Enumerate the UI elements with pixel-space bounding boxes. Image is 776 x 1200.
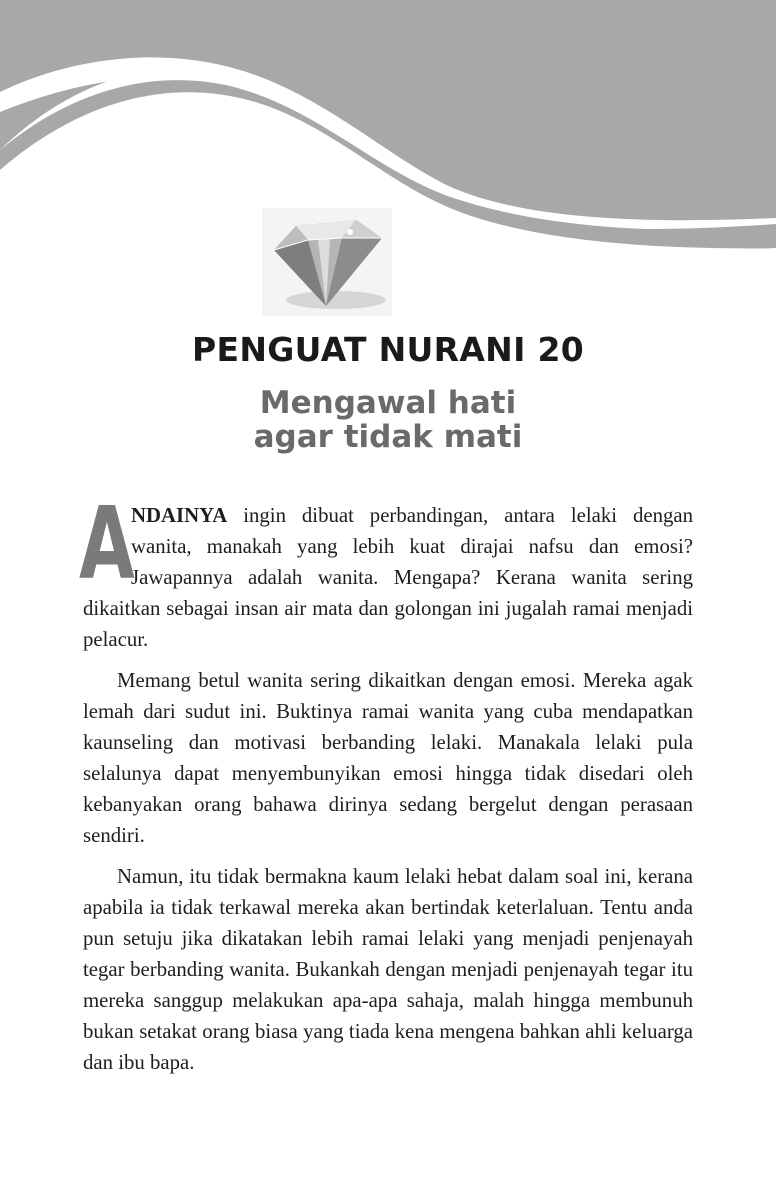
paragraph-1-text: ingin dibuat perbandingan, antara lelaki dengan wanita, manakah yang lebih kuat dirajai nafsu dan emosi? Jawapannya adalah wanita. Mengapa? Kerana wanita sering dikaitkan sebagai insan air mata dan golongan ini jugalah ramai menjadi pelacur.	[83, 504, 693, 651]
subtitle-line-2: agar tidak mati	[253, 419, 523, 455]
paragraph-1	[79, 485, 693, 655]
paragraph-2: Memang betul wanita sering dikaitkan dengan emosi. Mereka agak lemah dari sudut ini. Buktinya ramai wanita yang cuba mendapatkan kaunseling dan motivasi berbanding lelaki. Manakala lelaki pula selalunya dapat menyembunyikan emosi hingga tidak disedari oleh kebanyakan orang bahawa dirinya sedang bergelut dengan perasaan sendiri.	[83, 669, 693, 847]
body-text	[79, 485, 693, 1088]
paragraph-3: Namun, itu tidak bermakna kaum lelaki hebat dalam soal ini, kerana apabila ia tidak terkawal mereka akan bertindak keterlaluan. Tentu anda pun setuju jika dikatakan lebih ramai lelaki yang menjadi penjenayah tegar berbanding wanita. Bukankah dengan menjadi penjenayah tegar itu mereka sanggup melakukan apa-apa sahaja, malah hingga membunuh bukan setakat orang biasa yang tiada kena mengena bahkan ahli keluarga dan ibu bapa.	[83, 865, 693, 1074]
chapter-title: PENGUAT NURANI 20	[192, 330, 584, 369]
chapter-subtitle	[0, 386, 776, 454]
lead-word: NDAINYA	[131, 504, 228, 527]
diamond-icon	[262, 208, 392, 316]
subtitle-line-1: Mengawal hati	[259, 385, 517, 421]
drop-cap: A	[79, 485, 135, 602]
